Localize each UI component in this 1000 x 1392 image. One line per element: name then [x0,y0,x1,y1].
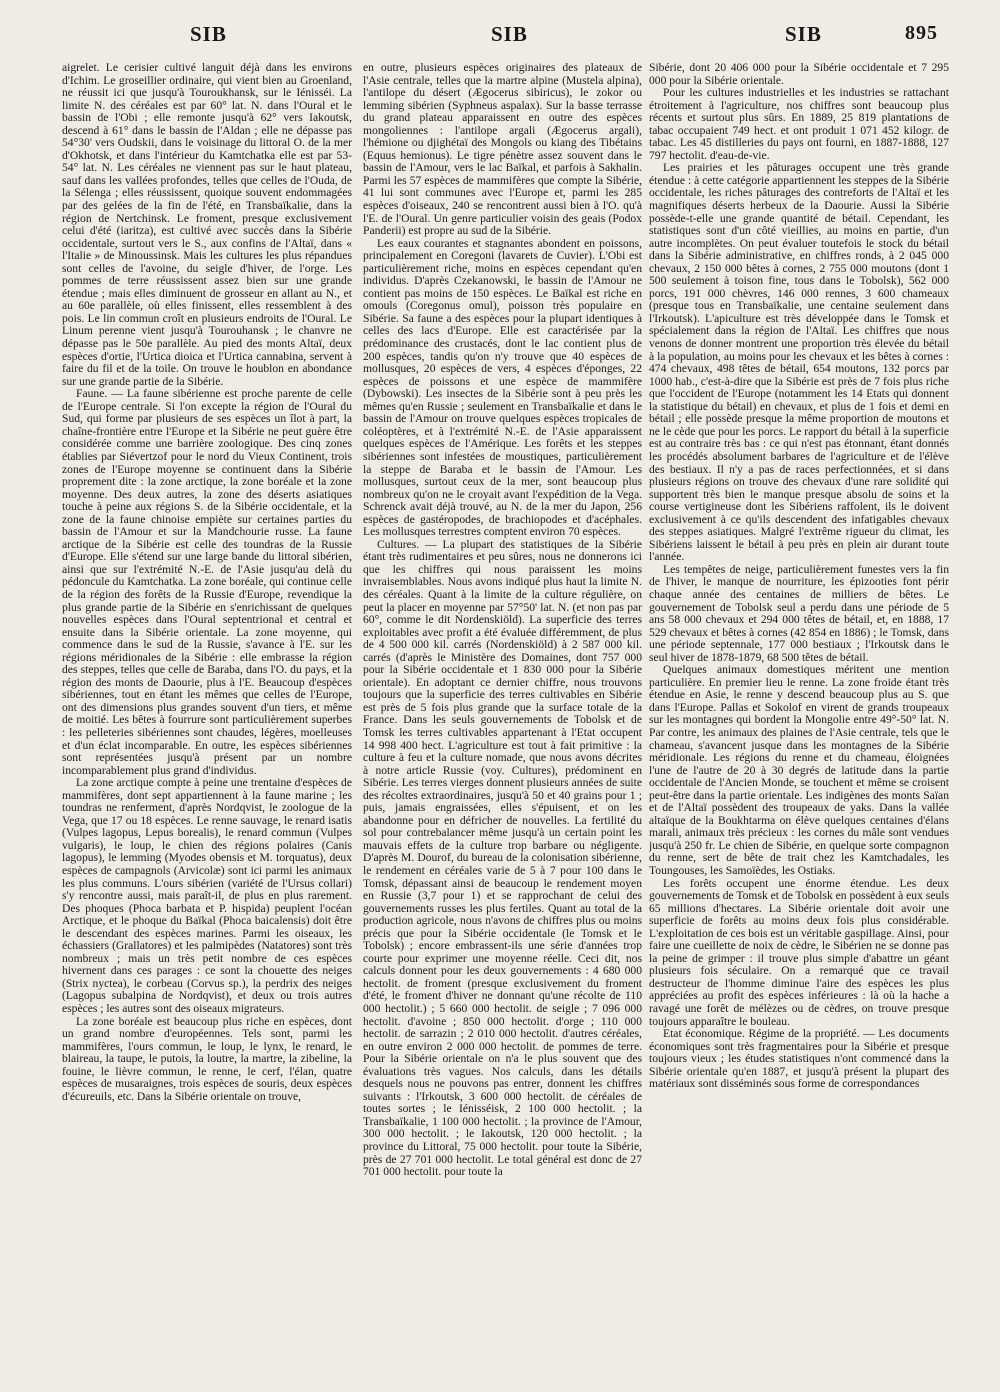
paragraph: Les prairies et les pâturages occupent une très grande étendue : à cette catégorie appartiennent les steppes de la Sibérie occidentale, les riches pâturages des contreforts de l'Altaï et les magnifiques déserts herbeux de la Daourie. Aussi la Sibérie possède-t-elle une grande quantité de bétail. Cependant, les statistiques sont d'un côté vieillies, au moins en partie, d'un autre incomplètes. On peut évaluer toutefois le stock du bétail dans la Sibérie administrative, en chiffres ronds, à 2 045 000 chevaux, 2 150 000 bêtes à cornes, 2 755 000 moutons (dont 1 500 seulement à toison fine, tous dans le Tobolsk), 562 000 porcs, 191 000 chèvres, 146 000 rennes, 3 600 chameaux (presque tous en Transbaïkalie, une centaine seulement dans l'Irkoutsk). L'apiculture est très développée dans le Tomsk et spécialement dans la région de l'Altaï. Les chiffres que nous venons de donner montrent une proportion très élevée du bétail à la population, au moins pour les chevaux et les bêtes à cornes : 474 chevaux, 498 têtes de bétail, 654 moutons, 132 porcs par 1000 hab., c'est-à-dire que la Sibérie est près de 7 fois plus riche que l'occident de l'Europe (notamment les 14 Etats qui donnent la statistique du bétail) en chevaux, et plus de 1 fois et demi en bétail ; elle possède presque la même proportion de moutons et ne le cède que pour les porcs. Le rapport du bétail à la superficie est au contraire très bas : ce qui n'est pas étonnant, étant donnés les procédés absolument barbares de l'agriculture et de l'élève des bestiaux. Il n'y a pas de races perfectionnées, et si dans plusieurs régions on trouve des chevaux d'une rare solidité qui supportent très bien le manque presque absolu de soins et la course vertigineuse dont les Sibériens raffolent, ils le doivent exclusivement à ce qu'ils descendent des infatigables chevaux des steppes asiatiques. Malgré l'extrême rigueur du climat, les Sibériens laissent le bétail à peu près en plein air durant toute l'année. [649,161,949,564]
text-column-1 [62,62,352,1380]
page-number: 895 [905,22,938,44]
paragraph: Faune. — La faune sibérienne est proche parente de celle de l'Europe centrale. Si l'on excepte la région de l'Oural du Sud, qui forme par plusieurs de ses espèces un îlot à part, la chaîne-frontière entre l'Europe et la Sibérie ne peut guère être considérée comme une barrière zoologique. Des cinq zones établies par Siévertzof pour le nord du Vieux Continent, trois zones de l'Europe moyenne se continuent dans la Sibérie proprement dite : la zone arctique, la zone boréale et la zone moyenne. Des deux autres, la zone des déserts asiatiques touche à peine aux régions S. de la Sibérie occidentale, et la zone de la faune chinoise empiète sur certaines parties du bassin de l'Amour et sur la Mandchourie russe. La faune arctique de la Sibérie est celle des toundras de la Russie d'Europe. Elle s'étend sur une large bande du littoral sibérien, ainsi que sur l'extrémité N.-E. de l'Asie jusqu'au delà du pédoncule du Kamtchatka. La zone boréale, qui continue celle de la région des forêts de la Russie d'Europe, revendique la plus grande partie de la Sibérie en s'enrichissant de quelques nouvelles espèces dans l'Oural septentrional et central et ensuite dans la Sibérie orientale. La zone moyenne, qui commence dans le sud de la Russie, s'avance à l'E. sur les régions méridionales de la Sibérie : elle embrasse la région des steppes, telles que celle de Baraba, dans l'O. du pays, et la région des monts de Daourie, plus à l'E. Beaucoup d'espèces sibériennes, tout en étant les mêmes que celles de l'Europe, ont des dimensions plus grandes souvent d'un tiers, et même de moitié. Les bêtes à fourrure sont particulièrement superbes : les pelleteries sibériennes sont chaudes, légères, moelleuses et d'un éclat incomparable. En outre, les espèces sibériennes sont représentées jusqu'à présent par un nombre incomparablement plus grand d'individus. [62,387,352,777]
paragraph: La zone boréale est beaucoup plus riche en espèces, dont un grand nombre d'européennes. Tels sont, parmi les mammifères, l'ours commun, le loup, le lynx, le renard, le blaireau, la taupe, le putois, la loutre, la martre, la zibeline, la fouine, le lièvre commun, le renne, le cerf, l'élan, quatre espèces de musaraignes, trois espèces de souris, deux espèces d'écureuils, etc. Dans la Sibérie orientale on trouve, [62,1014,352,1103]
paragraph: Etat économique. Régime de la propriété. — Les documents économiques sont très fragmentaires pour la Sibérie et presque toujours vieux ; les études statistiques n'ont commencé dans la Sibérie orientale qu'en 1887, et jusqu'à présent la plupart des matériaux sont disséminés sous forme de correspondances [649,1027,949,1091]
paragraph: aigrelet. Le cerisier cultivé languit déjà dans les environs d'Ichim. Le groseillier ordinaire, qui vient bien au Groenland, ne réussit ici que jusqu'à Touroukhansk, sur le Iénisséi. La limite N. des céréales est par 60° lat. N. dans l'Oural et le bassin de l'Obi ; elle remonte jusqu'à 62° vers Iakoutsk, descend à 61° dans le bassin de l'Aldan ; elle ne dépasse pas 54°30' vers Oudskii, dans le voisinage du littoral O. de la mer d'Okhotsk, et dans l'intérieur du Kamtchatka elle est par 53-54° lat. N. Les céréales ne viennent pas sur le haut plateau, sauf dans les vallées profondes, telles que celles de l'Ouda, de la Sélenga ; elles réussissent, quoique souvent endommagées par des gelées de la fin de l'été, en Transbaïkalie, dans la région de Nertchinsk. Le froment, presque exclusivement celui d'été (iaritza), est cultivé avec succès dans la Sibérie occidentale, surtout vers le S., aux confins de l'Altaï, dans « l'Italie » de Minoussinsk. Mais les cultures les plus répandues sont celles de l'avoine, du seigle d'hiver, de l'orge. Les pommes de terre réussissent assez bien sur une grande étendue ; mais elles diminuent de grosseur en allant au N., et au 60e parallèle, où elles finissent, elles ressemblent à des pois. Le lin commun croît en plusieurs endroits de l'Oural. Le Linum perenne vient jusqu'à Tourouhansk ; le chanvre ne dépasse pas le 50e parallèle. Au pied des monts Altaï, deux espèces d'ortie, l'Urtica dioica et l'Urtica cannabina, servent à faire du fil et de la toile. On trouve le houblon en abondance sur une grande partie de la Sibérie. [62,62,352,388]
running-head-right: SIB [785,22,822,46]
text-column-3 [649,62,949,1380]
running-head-center: SIB [491,22,528,46]
paragraph: Sibérie, dont 20 406 000 pour la Sibérie occidentale et 7 295 000 pour la Sibérie orientale. [649,62,949,87]
paragraph: Pour les cultures industrielles et les industries se rattachant étroitement à l'agriculture, nos chiffres sont beaucoup plus récents et surtout plus sûrs. En 1889, 25 819 plantations de tabac occupaient 749 hect. et ont produit 1 071 452 kilogr. de tabac. Les 45 distilleries du pays ont fourni, en 1887-1888, 127 797 hectolit. d'eau-de-vie. [649,86,949,162]
paragraph: Les tempêtes de neige, particulièrement funestes vers la fin de l'hiver, le manque de nourriture, les épizooties font périr chaque année des centaines de milliers de bêtes. Le gouvernement de Tobolsk seul a perdu dans une période de 5 ans 58 000 chevaux et 294 000 têtes de bétail, et, en 1888, 17 529 chevaux et bêtes à cornes (42 854 en 1886) ; le Tomsk, dans une période septennale, 177 000 bestiaux ; l'Irkoutsk dans le seul hiver de 1878-1879, 68 500 têtes de bétail. [649,562,949,664]
paragraph: Les eaux courantes et stagnantes abondent en poissons, principalement en Coregoni (lavarets de Cuvier). L'Obi est particulièrement riche, moins en espèces cependant qu'en individus. D'après Czekanowski, le bassin de l'Amour ne contient pas moins de 150 espèces. Le Baïkal est riche en omouls (Coregonus omul), poisson très populaire en Sibérie. Sa faune a des espèces pour la plupart identiques à celles des lacs d'Europe. Elle est caractérisée par la prédominance des crustacés, dont le lac contient plus de 200 espèces, tandis qu'on n'y trouve que 40 espèces de mollusques, 20 espèces de vers, 4 espèces d'éponges, 22 espèces de poissons et une espèce de mammifère (Dybowski). Les insectes de la Sibérie sont à peu près les mêmes qu'en Russie ; seulement en Transbaïkalie et dans le bassin de l'Amour on trouve quelques espèces tropicales de coléoptères, et à l'extrémité N.-E. de l'Asie apparaissent quelques espèces de l'Amérique. Les forêts et les steppes sibériennes sont infestées de moustiques, particulièrement la steppe de Baraba et le bassin de l'Amour. Les mollusques, surtout ceux de la mer, sont beaucoup plus nombreux qu'on ne le croyait avant l'expédition de la Vega. Schrenck avait déjà trouvé, au N. de la mer du Japon, 256 espèces de gastéropodes, de brachiopodes et d'acéphales. Les mollusques terrestres comptent environ 70 espèces. [363,236,642,539]
text-column-2 [363,62,642,1380]
paragraph: Cultures. — La plupart des statistiques de la Sibérie étant très rudimentaires et peu sûres, nous ne donnerons ici que les chiffres qui nous paraissent les moins invraisemblables. Nous avons indiqué plus haut la limite N. des céréales. Quant à la limite de la culture régulière, on peut la placer en moyenne par 57°50' lat. N. (et non pas par 60°, comme le dit Nordenskiöld). La superficie des terres exploitables avec profit a été évaluée différemment, de plus de 4 500 000 kil. carrés (Nordenskiöld) à 2 587 000 kil. carrés (d'après le Ministère des Domaines, dont 757 000 pour la Sibérie occidentale et 1 830 000 pour la Sibérie orientale). En adoptant ce dernier chiffre, nous trouvons toujours que la superficie des terres cultivables en Sibérie est près de 5 fois plus grande que la surface totale de la France. Dans les seuls gouvernements de Tobolsk et de Tomsk les terres cultivables appartenant à l'Etat occupent 14 998 400 hect. L'agriculture est tout à fait primitive : la culture à feu et la culture nomade, que nous avons décrites à notre article Russie (voy. Cultures), prédominent en Sibérie. Les terres vierges donnent plusieurs années de suite des récoltes extraordinaires, jusqu'à 50 et 40 grains pour 1 ; puis, jamais engraissées, elles s'épuisent, et on les abandonne pour en défricher de nouvelles. La fertilité du sol pour contrebalancer même jusqu'à un certain point les mauvais effets de la culture trop barbare ou négligente. D'après M. Dourof, du bureau de la colonisation sibérienne, le rendement en céréales varie de 5 à 7 pour 100 dans le Tomsk, dépassant ainsi de beaucoup le rendement moyen en Russie (3,7 pour 1) et se rapprochant de celui des gouvernements russes les plus fertiles. Quant au total de la production agricole, nous n'avons de chiffres plus ou moins précis que pour la Sibérie occidentale (le Tomsk et le Tobolsk) ; encore embrassent-ils une série d'années trop courte pour exprimer une moyenne réelle. Ceci dit, nos calculs donnent pour les deux gouvernements : 4 680 000 hectolit. de froment (presque exclusivement du froment d'été, le froment d'hiver ne donnant qu'une récolte de 110 000 hectolit.) ; 5 660 000 hectolit. de seigle ; 7 096 000 hectolit. d'avoine ; 850 000 hectolit. d'orge ; 110 000 hectolit. de sarrazin ; 2 010 000 hectolit. d'autres céréales, en outre environ 2 000 000 hectolit. de pommes de terre. Pour la Sibérie orientale on n'a le plus souvent que des évaluations très vagues. Nos calculs, dans les détails desquels nous ne pouvons pas entrer, donnent les chiffres suivants : l'Irkoutsk, 3 600 000 hectolit. de céréales de toutes sortes ; le Iénisséisk, 2 100 000 hectolit. ; la Transbaïkalie, 1 100 000 hectolit. ; la province de l'Amour, 300 000 hectolit. ; le Iakoutsk, 120 000 hectolit. ; la province du Littoral, 75 000 hectolit. pour toute la Sibérie, près de 27 701 000 hectolit. Le total général est donc de 27 701 000 hectolit. pour toute la [363,537,642,1179]
running-head-left: SIB [190,22,227,46]
paragraph: en outre, plusieurs espèces originaires des plateaux de l'Asie centrale, telles que la martre alpine (Mustela alpina), l'antilope du désert (Ægocerus sibiricus), le zokor ou lemming sibérien (Syphneus aspalax). Sur la basse terrasse du grand plateau apparaissent en outre des espèces mongoliennes : l'antilope argali (Ægocerus argali), l'hémione ou djighétaï des Mongols ou kiang des Tibétains (Equus hemionus). Le tigre pénètre assez souvent dans le bassin de l'Amour, vers le lac Baïkal, et parfois à Sakhalin. Parmi les 57 espèces de mammifères que compte la Sibérie, 41 lui sont communes avec l'Europe et, parmi les 285 espèces d'oiseaux, 240 se rencontrent aussi bien à l'O. qu'à l'E. de l'Oural. Un genre particulier voisin des geais (Podox Panderii) est propre au sud de la Sibérie. [363,62,642,238]
paragraph: La zone arctique compte à peine une trentaine d'espèces de mammifères, dont sept appartiennent à la faune marine ; les toundras ne renferment, d'après Nordqvist, le zoologue de la Vega, que 17 ou 18 espèces. Le renne sauvage, le renard isatis (Vulpes lagopus, Lepus borealis), le renard commun (Vulpes vulgaris), le loup, le chien des régions polaires (Canis lagopus), le lemming (Myodes obensis et M. torquatus), deux espèces de campagnols (Arvicolæ) sont ici parmi les animaux les plus communs. L'ours sibérien (variété de l'Ursus collari) s'y rencontre aussi, mais paraît-il, de plus en plus rarement. Des phoques (Phoca barbata et P. hispida) peuplent l'océan Arctique, et le phoque du Baïkal (Phoca baicalensis) doit être le descendant des espèces marines. Parmi les oiseaux, les échassiers (Grallatores) et les palmipèdes (Natatores) sont très nombreux ; mais un très petit nombre de ces espèces hivernent dans ces parages : ce sont la chouette des neiges (Strix nyctea), le corbeau (Corvus sp.), la perdrix des neiges (Lagopus subalpina de Nordqvist), et deux ou trois autres espèces ; les autres sont des oiseaux migrateurs. [62,776,352,1016]
paragraph: Les forêts occupent une énorme étendue. Les deux gouvernements de Tomsk et de Tobolsk en possèdent à eux seuls 65 millions d'hectares. La Sibérie orientale doit avoir une superficie de forêts au moins deux fois plus considérable. L'exploitation de ces bois est un véritable gaspillage. Ainsi, pour faire une cueillette de noix de cèdre, le Sibérien ne se donne pas la peine de grimper : il trouve plus simple d'abattre un géant plusieurs fois séculaire. On a remarqué que ce travail destructeur de l'homme diminue l'aire des espèces les plus appréciées au profit des espèces inférieures : là où la hache a ravagé une forêt de mélèzes ou de cèdres, on trouve presque toujours apparaître le bouleau. [649,876,949,1028]
paragraph: Quelques animaux domestiques méritent une mention particulière. En premier lieu le renne. La zone froide étant très étendue en Asie, le renne y descend beaucoup plus au S. que dans l'Europe. Pallas et Sokolof en virent de grands troupeaux sur les montagnes qui bordent la Mongolie entre 49°-50° lat. N. Par contre, les animaux des plaines de l'Asie centrale, tels que le chameau, s'avancent jusque dans les montagnes de la Sibérie méridionale. Les régions du renne et du chameau, éloignées l'une de l'autre de 20 à 30 degrés de latitude dans la partie occidentale de l'Ancien Monde, se touchent et même se croisent peut-être dans la partie orientale. Les indigènes des monts Saïan et de l'Altaï possèdent des troupeaux de yaks. Dans la vallée altaïque de la Boukhtarma on élève quelques centaines d'élans marali, animaux très précieux : les cornes du mâle sont vendues jusqu'à 250 fr. Le chien de Sibérie, en quelque sorte compagnon du renne, sert de bête de trait chez les Kamtchadales, les Toungouses, les Samoïèdes, les Ostiaks. [649,663,949,877]
